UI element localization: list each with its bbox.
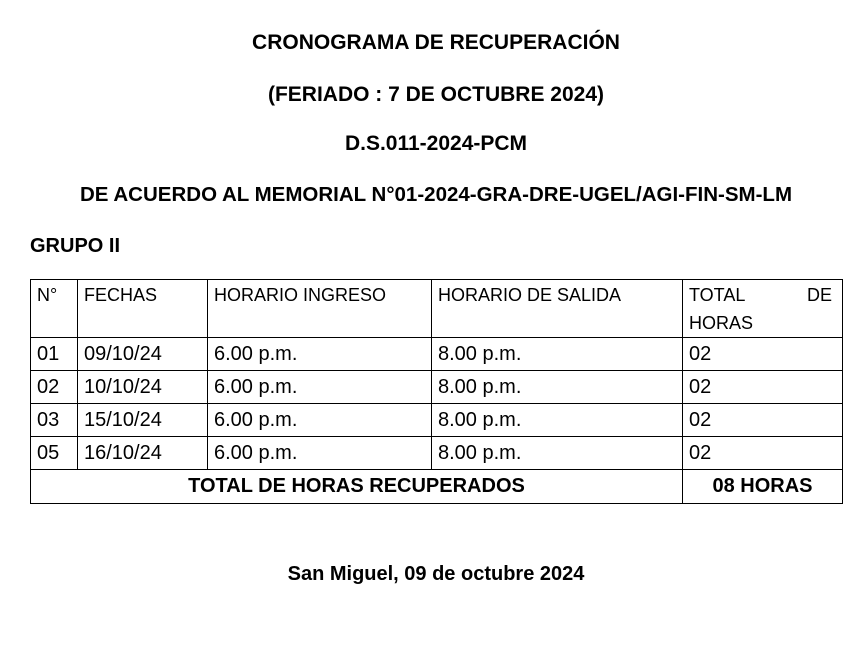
row-hours: 02	[683, 404, 843, 437]
row-number: 05	[31, 437, 78, 470]
row-entry-time: 6.00 p.m.	[208, 404, 432, 437]
memorial-reference: DE ACUERDO AL MEMORIAL N°01-2024-GRA-DRE-UGEL/AGI-FIN-SM-LM	[79, 183, 793, 206]
header-exit-time: HORARIO DE SALIDA	[432, 280, 683, 338]
document-subtitle: (FERIADO : 7 DE OCTUBRE 2024)	[267, 83, 605, 106]
header-horas-word: HORAS	[689, 313, 754, 333]
place-and-date: San Miguel, 09 de octubre 2024	[287, 563, 585, 585]
row-number: 02	[31, 371, 78, 404]
row-number: 03	[31, 404, 78, 437]
row-exit-time: 8.00 p.m.	[432, 437, 683, 470]
table-row	[31, 371, 843, 404]
total-label: TOTAL DE HORAS RECUPERADOS	[31, 470, 683, 504]
row-date: 15/10/24	[78, 404, 208, 437]
row-entry-time: 6.00 p.m.	[208, 338, 432, 371]
table-row	[31, 404, 843, 437]
row-date: 16/10/24	[78, 437, 208, 470]
row-hours: 02	[683, 371, 843, 404]
row-exit-time: 8.00 p.m.	[432, 371, 683, 404]
group-label: GRUPO II	[30, 235, 121, 257]
header-number: N°	[31, 280, 78, 338]
row-number: 01	[31, 338, 78, 371]
row-exit-time: 8.00 p.m.	[432, 338, 683, 371]
header-total-word: TOTAL	[689, 285, 746, 305]
total-value: 08 HORAS	[683, 470, 843, 504]
header-de-word: DE	[806, 285, 832, 305]
row-entry-time: 6.00 p.m.	[208, 371, 432, 404]
table-row	[31, 437, 843, 470]
decree-reference: D.S.011-2024-PCM	[344, 132, 528, 155]
row-exit-time: 8.00 p.m.	[432, 404, 683, 437]
row-date: 09/10/24	[78, 338, 208, 371]
row-date: 10/10/24	[78, 371, 208, 404]
header-entry-time: HORARIO INGRESO	[208, 280, 432, 338]
row-hours: 02	[683, 338, 843, 371]
table-total-row	[31, 470, 843, 504]
recovery-schedule-table	[30, 279, 843, 504]
table-header-row	[31, 280, 843, 338]
row-entry-time: 6.00 p.m.	[208, 437, 432, 470]
document-title: CRONOGRAMA DE RECUPERACIÓN	[252, 31, 620, 54]
header-dates: FECHAS	[78, 280, 208, 338]
row-hours: 02	[683, 437, 843, 470]
table-row	[31, 338, 843, 371]
header-total-hours	[683, 280, 843, 338]
